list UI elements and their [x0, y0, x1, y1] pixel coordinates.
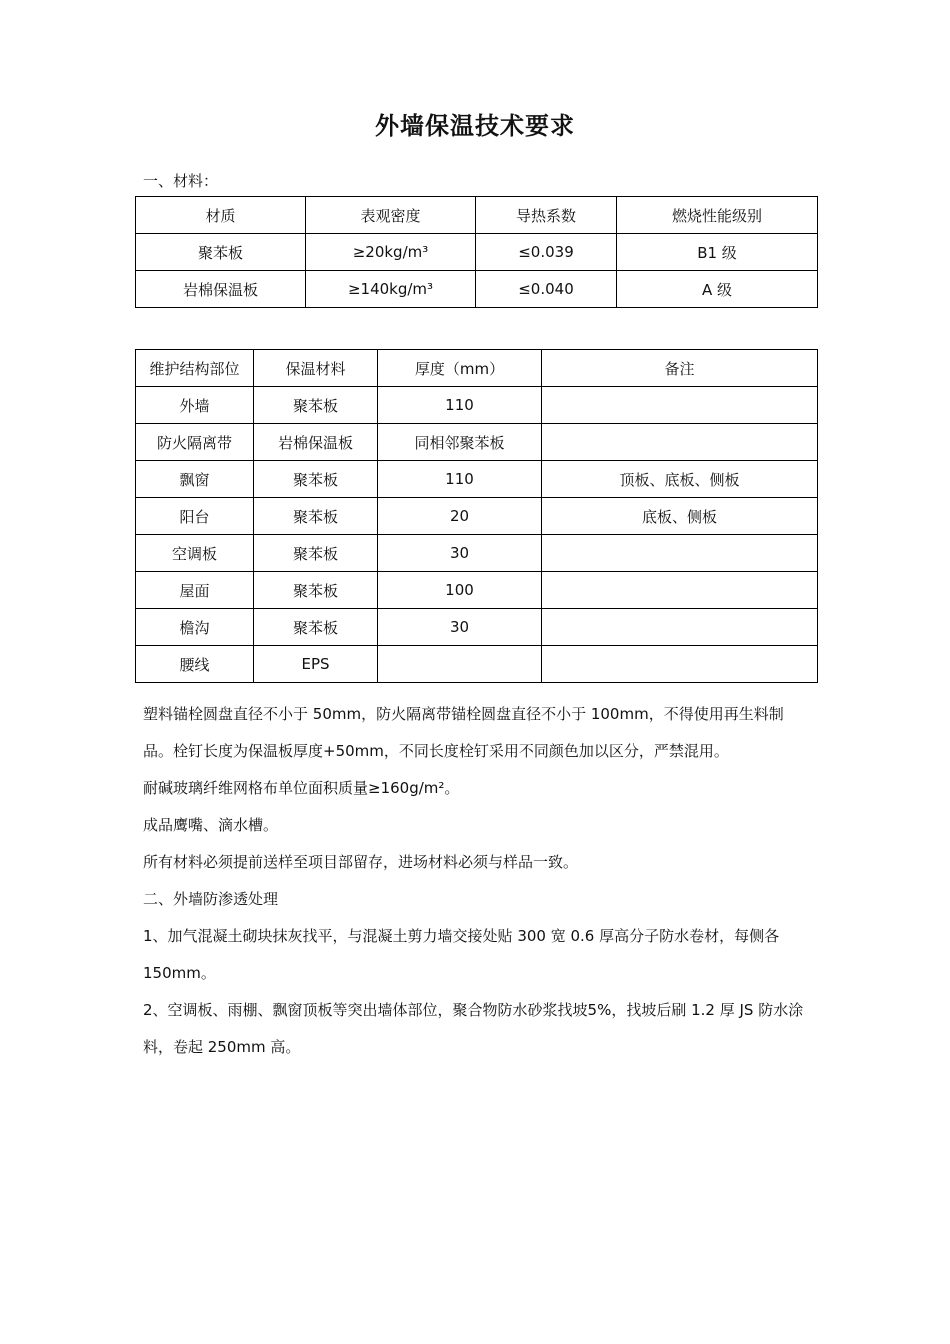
parts-table — [135, 349, 818, 683]
table-cell: 聚苯板 — [254, 609, 378, 646]
table-row — [136, 609, 818, 646]
paragraph-waterproof-item-2: 2、空调板、雨棚、飘窗顶板等突出墙体部位，聚合物防水砂浆找坡5%，找坡后刷 1.2 厚 JS 防水涂料，卷起 250mm 高。 — [143, 1001, 804, 1056]
table-cell: 100 — [378, 572, 542, 609]
table-cell: 聚苯板 — [254, 572, 378, 609]
table-cell: 防火隔离带 — [136, 424, 254, 461]
table-cell — [542, 387, 818, 424]
table-cell: 空调板 — [136, 535, 254, 572]
table-cell: 20 — [378, 498, 542, 535]
table-cell: 腰线 — [136, 646, 254, 683]
table-cell: 30 — [378, 535, 542, 572]
header-cell: 维护结构部位 — [136, 350, 254, 387]
table-row — [136, 387, 818, 424]
table-cell — [542, 572, 818, 609]
table-cell: 岩棉保温板 — [136, 271, 306, 308]
table-row — [136, 424, 818, 461]
table-row — [136, 461, 818, 498]
table-cell: 檐沟 — [136, 609, 254, 646]
table-cell — [542, 424, 818, 461]
table-cell: 110 — [378, 461, 542, 498]
table-row — [136, 535, 818, 572]
table-cell: 阳台 — [136, 498, 254, 535]
table-cell: ≤0.040 — [476, 271, 617, 308]
header-cell: 备注 — [542, 350, 818, 387]
table-row — [136, 234, 818, 271]
table-cell: 聚苯板 — [254, 461, 378, 498]
table-cell: ≤0.039 — [476, 234, 617, 271]
paragraph-drip-groove: 成品鹰嘴、滴水槽。 — [143, 816, 279, 834]
table-cell — [378, 646, 542, 683]
table-cell — [542, 535, 818, 572]
table-row — [136, 572, 818, 609]
table-header-row — [136, 197, 818, 234]
paragraph-mesh-requirement: 耐碱玻璃纤维网格布单位面积质量≥160g/m²。 — [143, 779, 460, 797]
header-cell: 材质 — [136, 197, 306, 234]
table-cell: 聚苯板 — [254, 498, 378, 535]
table-cell: A 级 — [617, 271, 818, 308]
table-cell: ≥140kg/m³ — [306, 271, 476, 308]
table-cell — [542, 646, 818, 683]
table-cell: 30 — [378, 609, 542, 646]
document-title: 外墙保温技术要求 — [375, 112, 575, 140]
section-heading-materials: 一、材料： — [143, 172, 219, 190]
table-cell: 顶板、底板、侧板 — [542, 461, 818, 498]
table-header-row — [136, 350, 818, 387]
materials-table — [135, 196, 818, 308]
table-cell: 聚苯板 — [136, 234, 306, 271]
table-cell: 同相邻聚苯板 — [378, 424, 542, 461]
table-cell: B1 级 — [617, 234, 818, 271]
table-cell: 外墙 — [136, 387, 254, 424]
table-cell: 岩棉保温板 — [254, 424, 378, 461]
table-cell: ≥20kg/m³ — [306, 234, 476, 271]
table-row — [136, 498, 818, 535]
paragraph-anchor-requirements: 塑料锚栓圆盘直径不小于 50mm，防火隔离带锚栓圆盘直径不小于 100mm，不得使用再生料制品。栓钉长度为保温板厚度+50mm，不同长度栓钉采用不同颜色加以区分，严禁混用。 — [143, 705, 784, 760]
table-cell: 屋面 — [136, 572, 254, 609]
table-cell: EPS — [254, 646, 378, 683]
table-cell: 110 — [378, 387, 542, 424]
header-cell: 厚度（mm） — [378, 350, 542, 387]
paragraph-sample-requirement: 所有材料必须提前送样至项目部留存，进场材料必须与样品一致。 — [143, 853, 579, 871]
table-row — [136, 271, 818, 308]
table-cell: 聚苯板 — [254, 387, 378, 424]
table-cell: 聚苯板 — [254, 535, 378, 572]
table-cell: 飘窗 — [136, 461, 254, 498]
header-cell: 保温材料 — [254, 350, 378, 387]
header-cell: 导热系数 — [476, 197, 617, 234]
table-row — [136, 646, 818, 683]
table-cell — [542, 609, 818, 646]
paragraph-waterproof-item-1: 1、加气混凝土砌块抹灰找平，与混凝土剪力墙交接处贴 300 宽 0.6 厚高分子防水卷材，每侧各 150mm。 — [143, 927, 780, 982]
header-cell: 表观密度 — [306, 197, 476, 234]
header-cell: 燃烧性能级别 — [617, 197, 818, 234]
table-cell: 底板、侧板 — [542, 498, 818, 535]
section-heading-waterproofing: 二、外墙防渗透处理 — [143, 890, 279, 908]
